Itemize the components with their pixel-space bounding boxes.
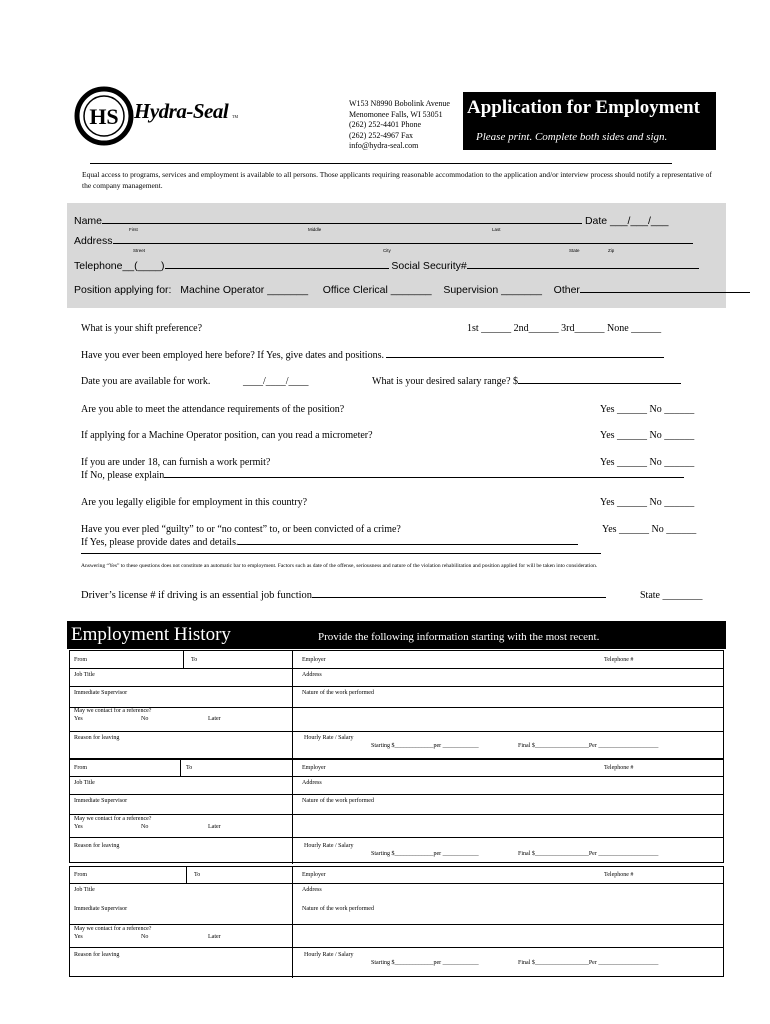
attendance-yes-no[interactable]: Yes ______ No ______ [600,404,695,415]
shift-options[interactable]: 1st ______ 2nd______ 3rd______ None ______ [467,323,662,334]
address-row [74,235,693,247]
date-label[interactable]: Date ___/___/___ [584,215,669,227]
employment-block-1 [69,650,724,759]
employer-address-field[interactable]: Address [302,780,322,786]
logo-wordmark: Hydra-Seal [134,99,229,123]
nature-field[interactable]: Nature of the work performed [302,690,374,696]
under18-explain-label: If No, please explain [81,470,165,481]
job-title-field[interactable]: Job Title [74,780,95,786]
page-subtitle: Please print. Complete both sides and sign. [476,131,668,143]
other-field[interactable] [580,292,750,293]
address-line: W153 N8990 Bobolink Avenue [349,99,450,108]
rate-label: Hourly Rate / Salary [304,952,354,958]
guilty-dates-label: If Yes, please provide dates and details. [81,537,239,548]
contact-yes[interactable]: Yes [74,716,83,722]
equal-access-notice: Equal access to programs, services and employment is available to all persons. Those applicants requiring reasonable accommodation to the application and/or interview process should notify a representative of the company management. [82,170,712,190]
ssn-label: Social Security# [391,260,467,272]
to-field[interactable]: To [191,657,198,663]
employer-address-field[interactable]: Address [302,672,322,678]
shift-question: What is your shift preference? [81,323,203,334]
employer-field[interactable]: Employer [302,872,326,878]
position-supervision[interactable]: Supervision _______ [443,284,542,296]
contact-later[interactable]: Later [208,716,221,722]
under18-explain-field[interactable] [164,477,684,478]
micrometer-question: If applying for a Machine Operator position, can you read a micrometer? [81,430,373,441]
attendance-question: Are you able to meet the attendance requirements of the position? [81,404,345,415]
address-label: Address [74,235,113,247]
supervisor-field[interactable]: Immediate Supervisor [74,690,128,696]
employed-before-row [81,350,664,361]
employment-history-header [67,621,726,649]
nature-field[interactable]: Nature of the work performed [302,798,374,804]
employer-field[interactable]: Employer [302,657,326,663]
city-label: City [383,248,391,253]
guilty-dates-row [81,537,578,548]
micrometer-yes-no[interactable]: Yes ______ No ______ [600,430,695,441]
to-field[interactable]: To [194,872,201,878]
address-line: info@hydra-seal.com [349,141,419,150]
trademark: TM [232,114,238,119]
job-title-field[interactable]: Job Title [74,672,95,678]
under18-yes-no[interactable]: Yes ______ No ______ [600,457,695,468]
employed-before-question: Have you ever been employed here before? If Yes, give dates and positions. [81,350,384,361]
nature-field[interactable]: Nature of the work performed [302,906,374,912]
company-address [349,99,450,152]
final-rate-field[interactable]: Final $__________________Per ____________________ [518,960,659,966]
name-row [74,215,668,227]
reason-field[interactable]: Reason for leaving [74,735,120,741]
license-label: Driver’s license # if driving is an essential job function [81,590,313,601]
contact-yes[interactable]: Yes [74,934,83,940]
street-label: Street [133,248,146,253]
position-other[interactable]: Other [553,284,580,296]
position-machine-operator[interactable]: Machine Operator _______ [180,284,309,296]
guilty-dates-field[interactable] [238,544,578,545]
contact-later[interactable]: Later [208,824,221,830]
zip-label: Zip [608,248,615,253]
telephone-field[interactable]: Telephone # [604,657,634,663]
guilty-yes-no[interactable]: Yes ______ No ______ [602,524,697,535]
from-field[interactable]: From [74,657,88,663]
employment-block-3 [69,866,724,977]
supervisor-field[interactable]: Immediate Supervisor [74,906,128,912]
employment-instruction: Provide the following information starting with the most recent. [318,631,600,643]
name-field[interactable] [102,223,582,224]
name-label: Name [74,215,103,227]
contact-yes[interactable]: Yes [74,824,83,830]
logo-letters: HS [89,104,119,129]
employer-field[interactable]: Employer [302,765,326,771]
position-label: Position applying for: [74,284,172,296]
contact-later[interactable]: Later [208,934,221,940]
salary-question: What is your desired salary range? $ [372,376,519,387]
contact-no[interactable]: No [141,716,149,722]
divider [90,163,672,164]
personal-info-section [67,203,726,308]
rate-label: Hourly Rate / Salary [304,735,354,741]
address-line: (262) 252-4401 Phone [349,120,421,129]
starting-rate-field[interactable]: Starting $_____________per ____________ [371,960,479,966]
guilty-question: Have you ever pled “guilty” to or “no contest” to, or been convicted of a crime? [81,524,401,535]
eligible-yes-no[interactable]: Yes ______ No ______ [600,497,695,508]
employer-address-field[interactable]: Address [302,887,322,893]
reason-field[interactable]: Reason for leaving [74,843,120,849]
employment-heading: Employment History [71,624,231,645]
middle-label: Middle [308,227,322,232]
rate-label: Hourly Rate / Salary [304,843,354,849]
contact-label: May we contact for a reference? [74,708,152,714]
title-box [463,92,716,150]
salary-row [372,376,681,387]
license-field[interactable] [312,597,606,598]
employment-block-2 [69,759,724,863]
under18-explain-row [81,470,684,481]
employed-before-field[interactable] [386,357,664,358]
final-rate-field[interactable]: Final $__________________Per ____________________ [518,743,659,749]
telephone-label: Telephone__(____) [74,260,165,272]
contact-label: May we contact for a reference? [74,816,152,822]
logo-emblem-icon [74,86,134,146]
starting-rate-field[interactable]: Starting $_____________per ____________ [371,743,479,749]
page-title: Application for Employment [467,97,700,118]
license-state[interactable]: State ________ [640,590,703,601]
contact-no[interactable]: No [141,824,149,830]
first-label: First [129,227,138,232]
available-date[interactable]: ____/____/____ [243,376,309,387]
last-label: Last [492,227,501,232]
available-question: Date you are available for work. [81,376,211,387]
final-rate-field[interactable]: Final $__________________Per ____________________ [518,851,659,857]
eligible-question: Are you legally eligible for employment in this country? [81,497,308,508]
telephone-row [74,260,699,272]
job-title-field[interactable]: Job Title [74,887,95,893]
starting-rate-field[interactable]: Starting $_____________per ____________ [371,851,479,857]
telephone-field[interactable]: Telephone # [604,765,634,771]
under18-question: If you are under 18, can furnish a work permit? [81,457,271,468]
state-label: State [569,248,580,253]
contact-label: May we contact for a reference? [74,926,152,932]
from-field[interactable]: From [74,765,88,771]
from-field[interactable]: From [74,872,88,878]
supervisor-field[interactable]: Immediate Supervisor [74,798,128,804]
address-line: Menomonee Falls, WI 53051 [349,109,443,119]
address-field[interactable] [113,243,693,244]
telephone-field[interactable]: Telephone # [604,872,634,878]
to-field[interactable]: To [186,765,193,771]
salary-field[interactable] [518,383,681,384]
divider [81,553,601,554]
position-office-clerical[interactable]: Office Clerical _______ [322,284,432,296]
license-row [81,590,606,601]
reason-field[interactable]: Reason for leaving [74,952,120,958]
conviction-disclaimer: Answering “Yes” to these questions does not constitute an automatic bar to employment. Factors such as date of the offense, seriousness and nature of the violation rehabilitation and position applied for will be taken into consideration. [81,563,598,569]
telephone-field[interactable] [165,268,389,269]
contact-no[interactable]: No [141,934,149,940]
ssn-field[interactable] [467,268,699,269]
address-line: (262) 252-4967 Fax [349,130,413,140]
position-row [74,284,750,296]
